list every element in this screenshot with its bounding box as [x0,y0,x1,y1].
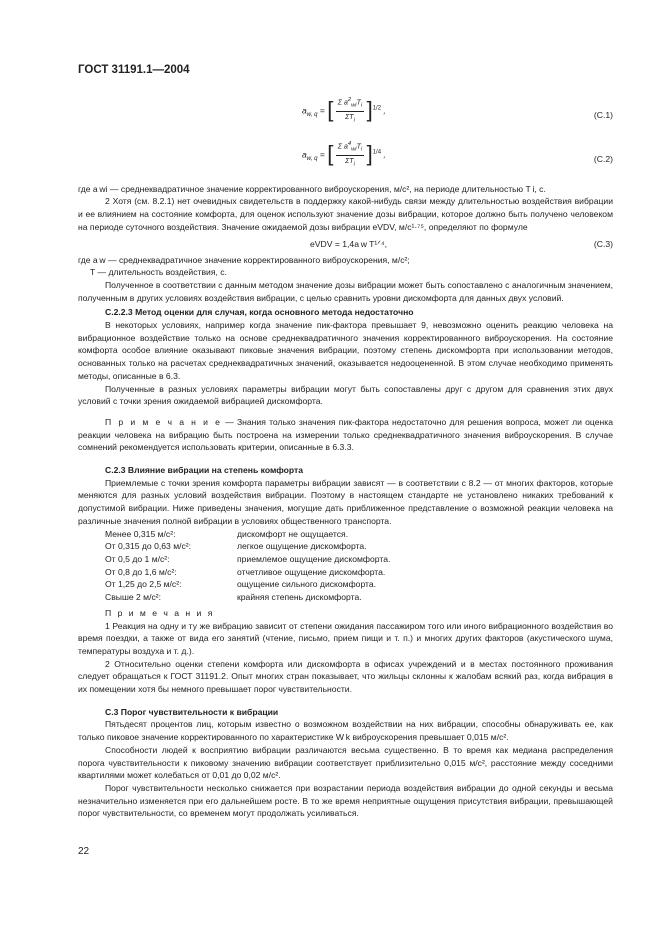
formula-c1-label: (C.1) [593,109,613,120]
formula-c1-num-sub: wi [351,102,357,109]
formula-c1-lhs: a [302,105,307,116]
formula-c3-label: (C.3) [593,238,613,249]
formula-c1-power: 1/2 [372,105,382,112]
list-item [105,591,390,604]
paragraph-where-t: T — длительность воздействия, с. [90,267,227,278]
formula-c2-num-sub: wi [351,146,357,153]
formula-c1-num-tail-sub: i [360,102,363,109]
formula-c2: $a_{w, q}$ = [ $\frac{\Sigma a^4_{wi}T_i}{\Sigma T_i}$ ]$^{1/4}$ , (C.2) [302,140,613,168]
comfort-description: ощущение сильного дискомфорта. [237,579,377,590]
comfort-levels-list [105,528,390,604]
comfort-description: отчетливое ощущение дискомфорта. [237,566,386,577]
paragraph-where-aw: где a w — среднеквадратичное значение корректированного виброускорения, м/с²; [78,254,410,265]
note-2-offices: 2 Относительно оценки степени комфорта или дискомфорта в офисах учреждений и в местах постоянного проживания следует обращаться к ГОСТ 31191.2. Опыт многих стран показывает, что жильцы склонны к жалобам всякий раз, когда вибрация в их помещении хотя бы немного превышает порог чувствительности. [78,658,613,695]
section-heading-c23: С.2.3 Влияние вибрации на степень комфорта [105,465,303,476]
formula-c2-denominator: ΣT [345,158,354,166]
notes-title: П р и м е ч а н и я [105,607,215,618]
comfort-range: От 0,8 до 1,6 м/с²: [105,566,177,577]
formula-c1-num-sup: 2 [347,96,352,103]
paragraph-dose-comparison: Полученное в соответствии с данным методом значение дозы вибрации может быть сопоставлено с аналогичным значением, полученным в других условиях воздействия вибрации, с целью сравнить уровни дискомфорта для данных двух условий. [78,279,613,303]
comfort-range: Менее 0,315 м/с²: [105,528,176,539]
paragraph-where-awi: где a wi — среднеквадратичное значение корректированного виброускорения, м/с², на периоде длительностью T i, с. [78,183,546,194]
formula-c1-denominator: ΣT [345,114,354,122]
formula-c3-expression: eVDV = 1,4a w T¹ᐟ⁴, [310,238,387,249]
list-item [105,540,390,553]
formula-c2-lhs-sub: w, q [306,155,318,162]
formula-c2-power: 1/4 [372,149,382,156]
comfort-description: крайняя степень дискомфорта. [237,592,362,603]
formula-c1-den-sub: i [353,117,355,124]
formula-c1-num-tail: T [356,99,361,107]
note-text: — Знания только значения пик-фактора недостаточно для решения вопроса, может ли оценка реакции человека на вибрацию быть построена на измерении только среднеквадратичного значения виброускорения. В случае сомнений рекомендуется использовать критерии, описанные в 6.3.3. [78,416,614,453]
paragraph-comfort-intro: Приемлемые с точки зрения комфорта параметры вибрации зависят — в соответствии с 8.2 — от многих факторов, которые меняются для разных условий воздействия вибрации. Поэтому в настоящем стандарте не установлено никаких требований к допустимой вибрации. Ниже приведены значения, могущие дать приближенное представление о возможной реакции человека на различные значения полной вибрации в условиях общественного транспорта. [78,477,613,526]
formula-c2-num-tail-sub: i [360,146,363,153]
comfort-description: легкое ощущение дискомфорта. [237,541,367,552]
paragraph-comparison: Полученные в разных условиях параметры вибрации могут быть сопоставлены друг с другом для сравнения этих двух условий с точки зрения ожидаемой вибрацией дискомфорта. [78,383,613,407]
comfort-description: приемлемое ощущение дискомфорта. [237,553,391,564]
standard-header: ГОСТ 31191.1—2004 [78,64,190,76]
section-heading-c3: С.3 Порог чувствительности к вибрации [105,706,279,717]
formula-c2-lhs: a [302,149,307,160]
list-item [105,578,390,591]
formula-c1-numerator: Σ a [337,99,348,107]
note-1-expectation: 1 Реакция на одну и ту же вибрацию зависит от степени ожидания пассажиром того или иного вибрационного воздействия во время поездки, а также от вида его занятий (чтение, письмо, прием пищи и т. п.) и многих других факторов (акустического шума, температуры воздуха и т. д.). [78,620,613,656]
comfort-range: От 0,315 до 0,63 м/с²: [105,541,192,552]
note-title: П р и м е ч а н и е [105,416,222,427]
list-item [105,553,390,566]
document-page [78,64,613,820]
formula-c2-den-sub: i [353,161,355,168]
note-peak-factor [78,416,613,454]
formula-c1-lhs-sub: w, q [306,111,318,118]
paragraph-peak-factor: В некоторых условиях, например когда значение пик-фактора превышает 9, невозможно оценить реакцию человека на вибрационное воздействие только на основе среднеквадратичного значения корректированного виброускорения. На состояние комфорта особое влияние оказывают пиковые значения вибрации, поэтому степень дискомфорта при использовании методов, основанных только на расчетах среднеквадратичных значений, оказывается недооцененной. В этом случае необходимо применять методы, описанные в 6.3. [78,320,613,381]
paragraph-perception: Способности людей к восприятию вибрации различаются весьма существенно. В то время как медиана распределения порога чувствительности к пиковому значению вибрации соответствует приблизительно 0,015 м/с², расстояние между соседними квартилями может колебаться от 0,01 до 0,02 м/с². [78,744,613,781]
formula-c1: $a_{w, q}$ = [ $\frac{\Sigma a^2_{wi}T_i}{\Sigma T_i}$ ]$^{1/2}$ , (C.1) [302,96,613,124]
page-number: 22 [78,846,90,857]
list-item [105,528,390,541]
formula-c3 [78,236,613,254]
paragraph-threshold: Пятьдесят процентов лиц, которым известно о возможном воздействии на них вибрации, способны обнаруживать ее, как только пиковое значение корректированного по характеристике W k виброускорения превышает 0,015 м/с². [78,719,613,743]
comfort-range: От 0,5 до 1 м/с²: [105,553,170,564]
comfort-range: Свыше 2 м/с²: [105,592,162,603]
paragraph-note-2-vdv: 2 Хотя (см. 8.2.1) нет очевидных свидетельств в поддержку какой-нибудь связи между длительностью воздействия вибрации и ее влиянием на состояние комфорта, для оценок используют значение дозы вибрации, которое должно быть получено человеком на периоде суточного воздействия. Значение ожидаемой дозы вибрации eVDV, м/с¹·⁷⁵, определяют по формуле [78,196,613,232]
comfort-range: От 1,25 до 2,5 м/с²: [105,579,182,590]
comfort-description: дискомфорт не ощущается. [237,528,349,539]
formula-c2-num-tail: T [356,143,361,151]
list-item [105,566,390,579]
section-heading-c223: С.2.2.3 Метод оценки для случая, когда основного метода недостаточно [105,307,414,318]
formula-c2-numerator: Σ a [337,143,348,151]
formula-c2-num-sup: 4 [347,140,352,147]
paragraph-duration: Порог чувствительности несколько снижается при возрастании периода воздействия вибрации до одной секунды и весьма незначительно изменяется при его дальнейшем росте. В то же время неприятные ощущения присутствия вибрации, превышающей порог чувствительности, со временем могут продолжать усиливаться. [78,782,613,819]
formula-c2-label: (C.2) [593,153,613,164]
